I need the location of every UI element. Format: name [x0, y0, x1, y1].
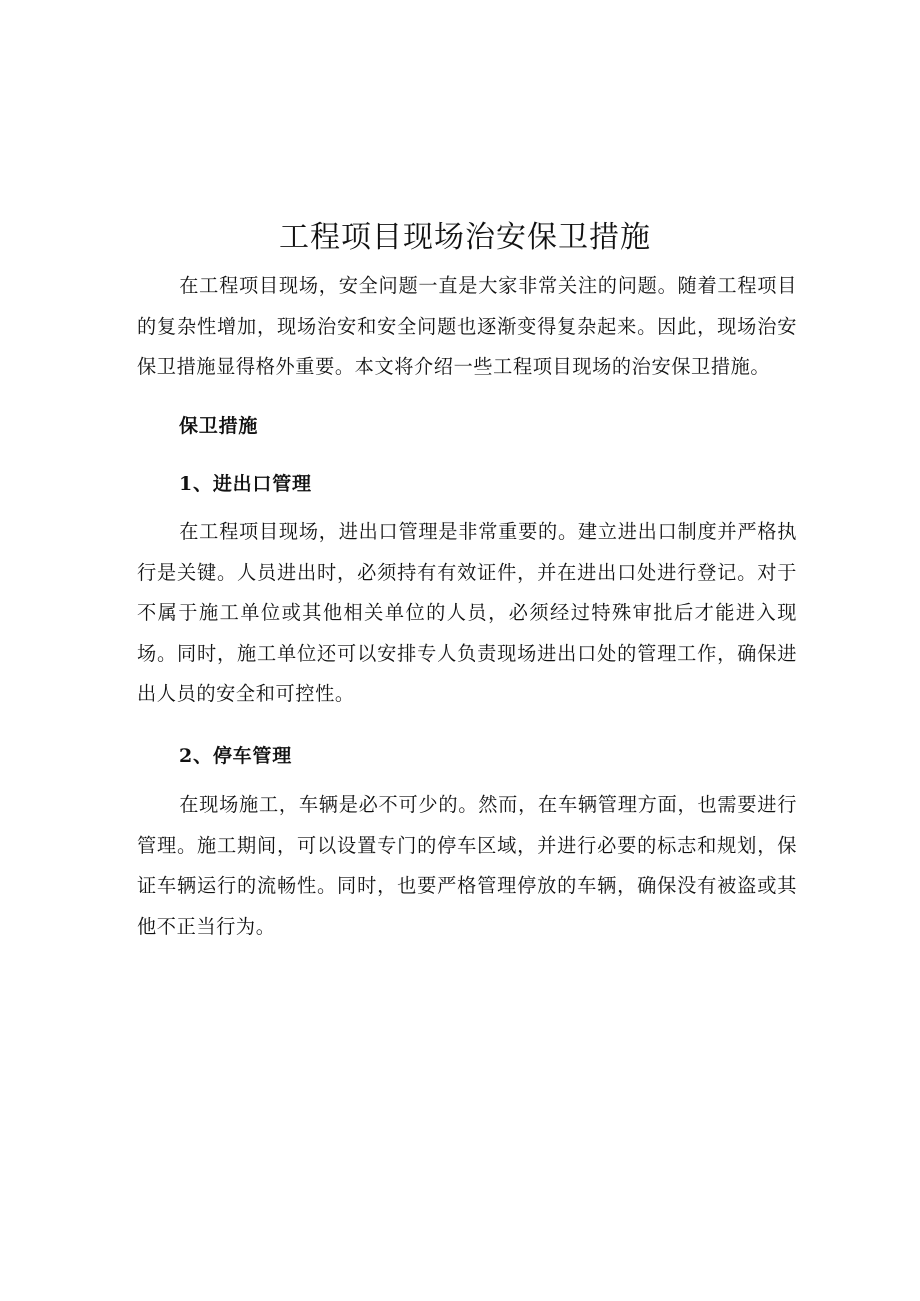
- section-heading: 保卫措施: [179, 415, 259, 437]
- document-title: 工程项目现场治安保卫措施: [279, 220, 651, 255]
- intro-paragraph: 在工程项目现场，安全问题一直是大家非常关注的问题。随着工程项目的复杂性增加，现场治安和安全问题也逐渐变得复杂起来。因此，现场治安保卫措施显得格外重要。本文将介绍一些工程项目现场的治安保卫措施。: [137, 274, 797, 378]
- subsection-heading-parking: 2、停车管理: [179, 745, 293, 767]
- subsection-body-parking: 在现场施工，车辆是必不可少的。然而，在车辆管理方面，也需要进行管理。施工期间，可以设置专门的停车区域，并进行必要的标志和规划，保证车辆运行的流畅性。同时，也要严格管理停放的车辆，确保没有被盗或其他不正当行为。: [137, 793, 797, 938]
- subsection-heading-entrance: 1、进出口管理: [179, 473, 312, 495]
- subsection-body-entrance: 在工程项目现场，进出口管理是非常重要的。建立进出口制度并严格执行是关键。人员进出时，必须持有有效证件，并在进出口处进行登记。对于不属于施工单位或其他相关单位的人员，必须经过特殊审批后才能进入现场。同时，施工单位还可以安排专人负责现场进出口处的管理工作，确保进出人员的安全和可控性。: [137, 520, 797, 705]
